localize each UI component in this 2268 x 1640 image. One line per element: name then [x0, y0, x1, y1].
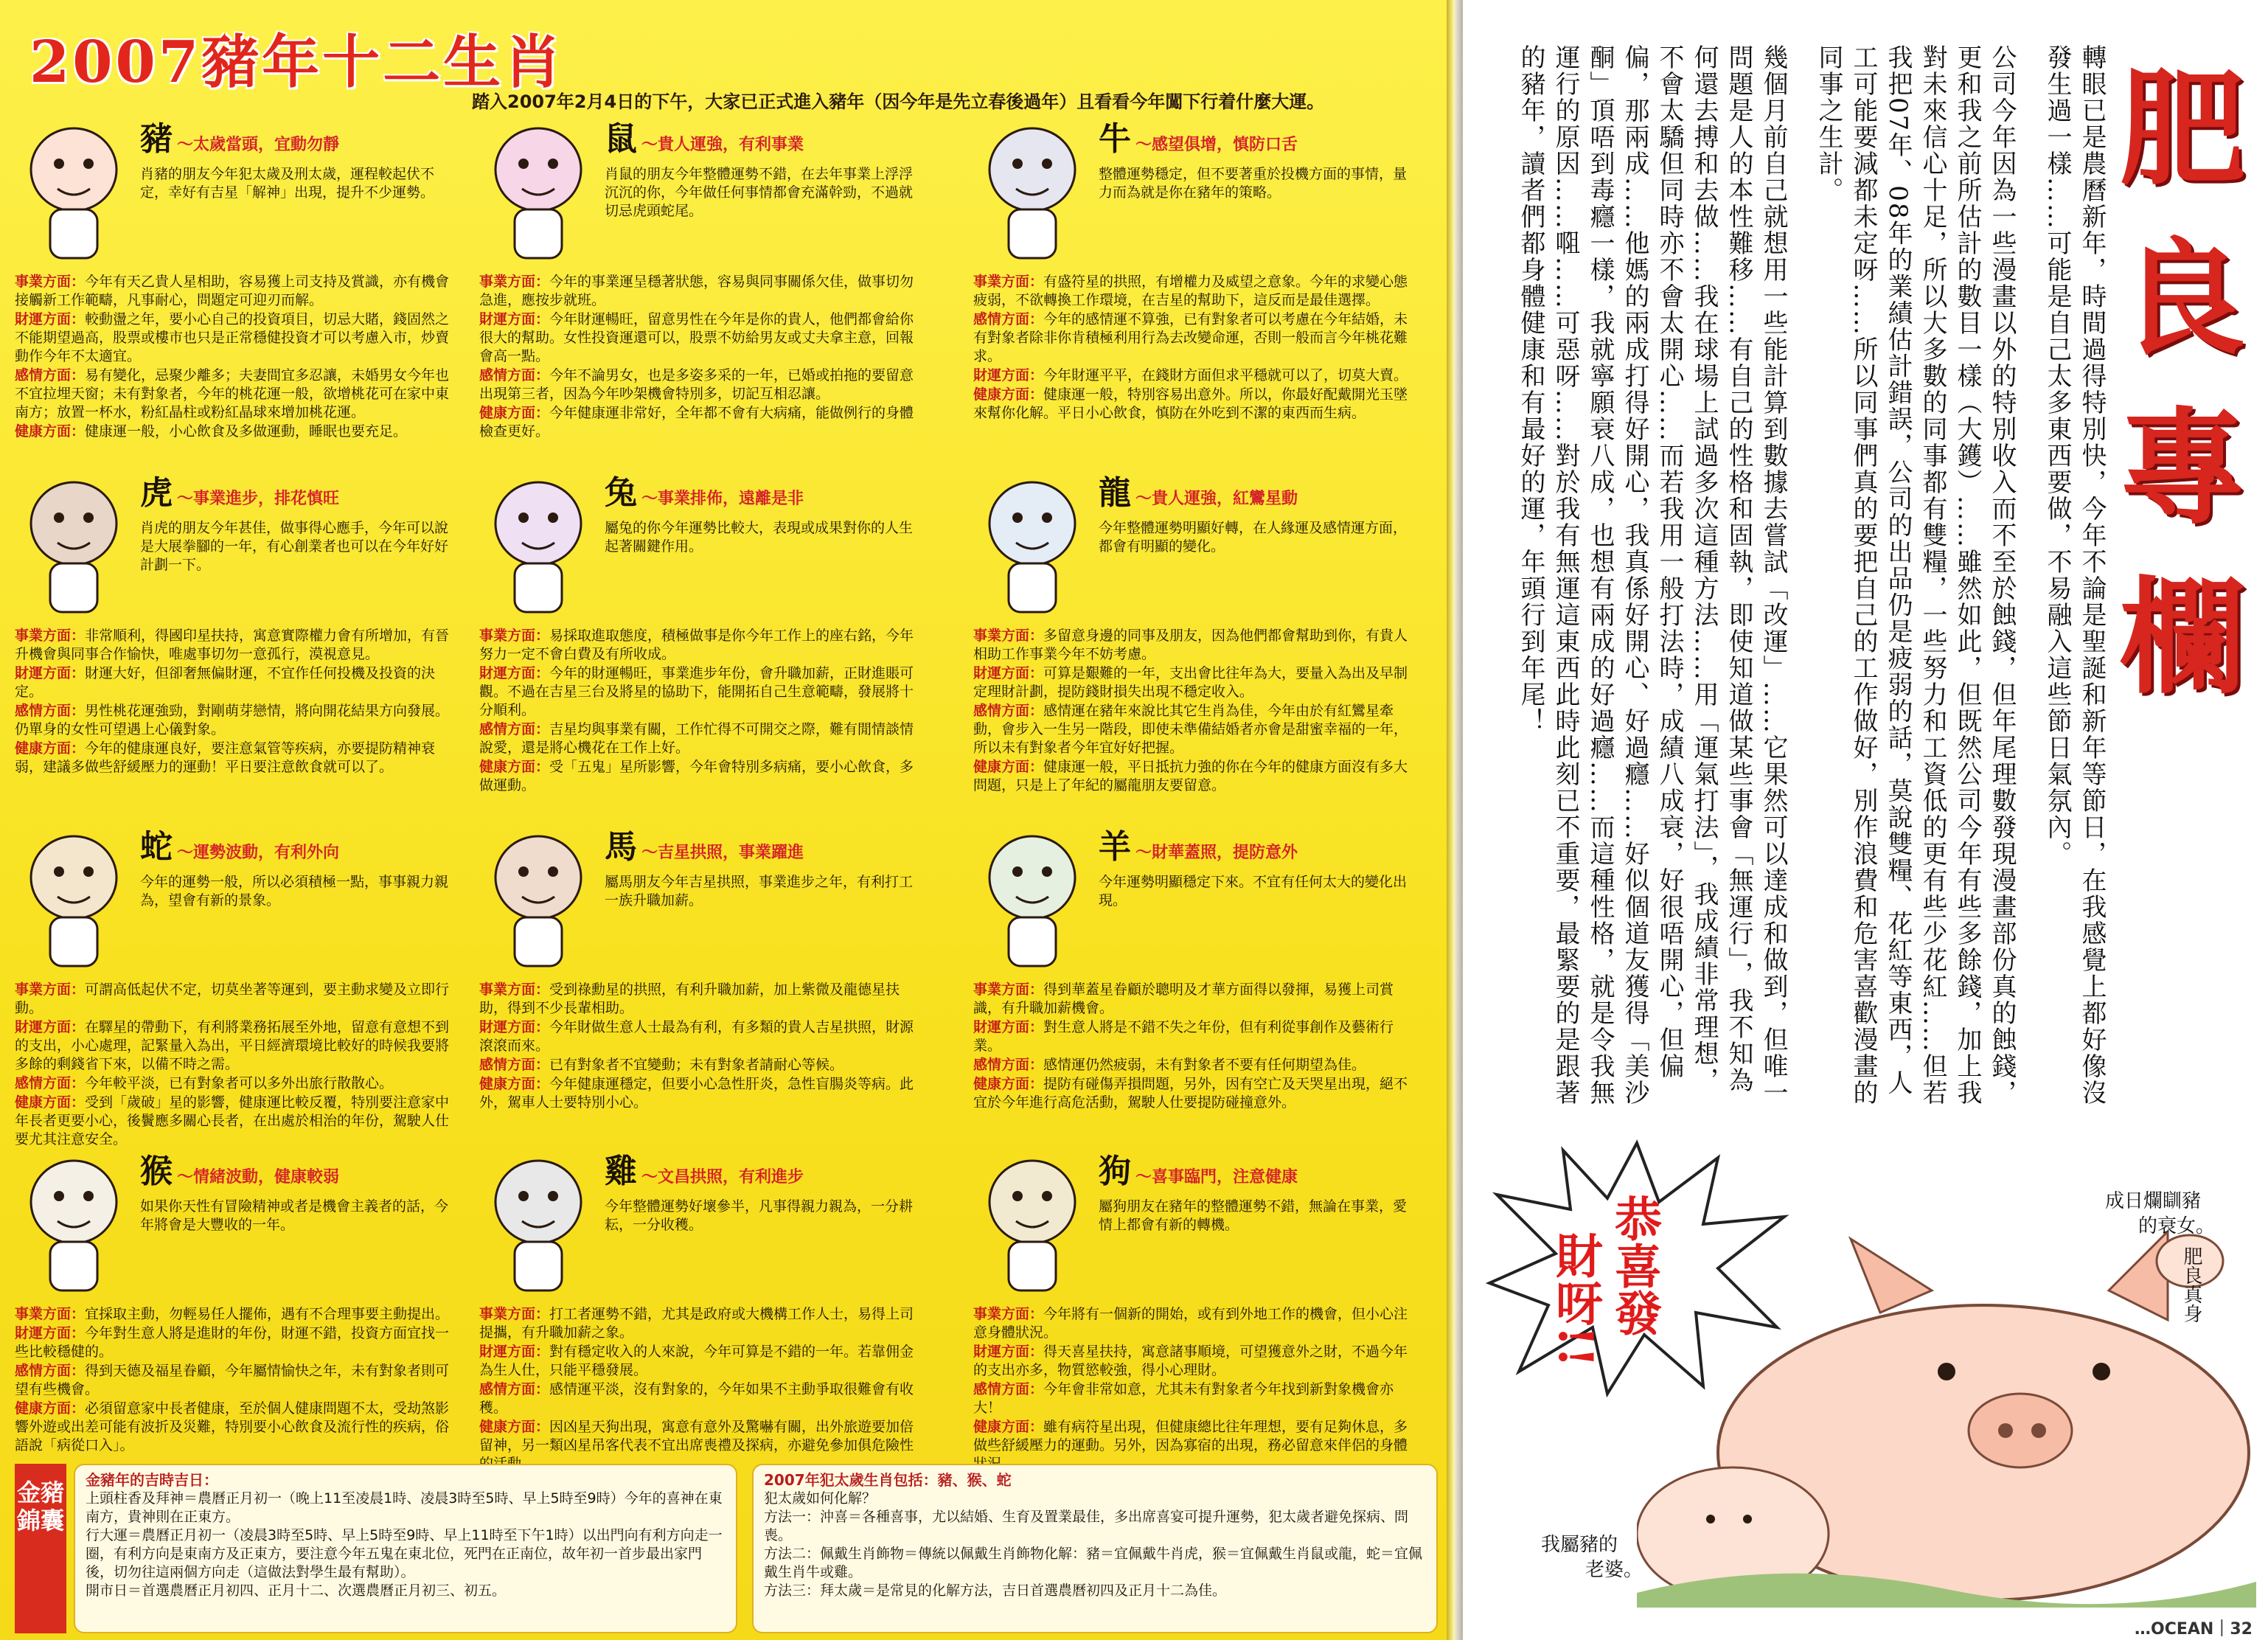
forecast-text: 今年的財運暢旺，事業進步年份，會升職加薪，正財進賬可觀。不過在吉星三台及將星的協助下，能開拓自己生意範疇，發展將十分順利。 — [479, 665, 914, 718]
zodiac-sign-block — [479, 826, 922, 1150]
forecast-label: 事業方面： — [15, 1306, 86, 1322]
forecast-row — [15, 1305, 457, 1324]
sign-summary: 屬馬朋友今年吉星拱照，事業進步之年，有利打工一族升職加薪。 — [605, 874, 914, 908]
page-subtitle: 踏入2007年2月4日的下午，大家已正式進入豬年（因今年是先立春後過年）且看看今年闖下行着什麼大運。 — [472, 91, 1325, 112]
zodiac-sign-block — [15, 1150, 457, 1475]
forecast-text: 易有變化，忌聚少離多；夫妻間宜多忍讓，未婚男女今年也不宜拉埋天窗；未有對象者，今年的桃花運一般，欲增桃花可在家中東南方；放置一杯水，粉紅晶柱或粉紅晶球來增加桃花運。 — [15, 367, 450, 420]
forecast-text: 受到「歲破」星的影響，健康運比較反覆，特別要注意家中年長者更要小心，後鬢應多關心長者，在出處於相治的年份，駕駛人仕要尤其注意安全。 — [15, 1094, 450, 1147]
forecast-label: 感情方面： — [479, 721, 550, 737]
forecast-text: 必須留意家中長者健康，至於個人健康問題不太，受劫煞影響外遊或出差可能有波折及災難，特別要小心飲食及流行性的疾病，俗語說「病從口入」。 — [15, 1400, 450, 1453]
sign-illustration — [479, 472, 597, 619]
forecast-row — [479, 627, 922, 664]
lucky-time-line: 行大運＝農曆正月初一（凌晨3時至5時、早上5時至9時、早上11時至下午1時）以出門向有利方向走一圈，有利方向是東南方及正東方，要注意今年五鬼在東北位，死門在正南位，故年初一首步最出家門後，切勿往這兩個方向走（這做法對學生最有幫助）。 — [86, 1527, 723, 1580]
zodiac-sign-block — [479, 1150, 922, 1475]
forecast-row — [15, 740, 457, 776]
forecast-row — [973, 981, 1416, 1018]
lucky-times-heading: 金豬年的吉時吉日： — [86, 1471, 218, 1489]
forecast-label: 事業方面： — [973, 1306, 1044, 1322]
column-title — [2116, 44, 2249, 1077]
forecast-label: 健康方面： — [479, 1419, 550, 1435]
forecast-text: 健康運一般，特別容易出意外。所以，你最好配戴開光玉墜來幫你化解。平日小心飲食，慎防在外吃到不潔的東西而生病。 — [973, 386, 1408, 421]
caption-daughter-a: 成日爛瞓豬 — [2105, 1190, 2202, 1212]
sign-forecast — [15, 1305, 457, 1456]
tai-sui-method: 方法二：佩戴生肖飾物＝傳統以佩戴生肖飾物化解：豬＝宜佩戴牛肖虎，猴＝宜佩戴生肖鼠或龍，蛇＝宜佩戴生肖牛或雞。 — [764, 1546, 1423, 1580]
sign-name: 蛇 — [140, 828, 173, 866]
sign-heading — [1099, 475, 1298, 513]
forecast-text: 今年會非常如意，尤其未有對象者今年找到新對象機會亦大！ — [973, 1381, 1394, 1416]
forecast-row — [973, 664, 1416, 701]
forecast-text: 今年不論男女，也是多姿多采的一年，已婚或拍拖的要留意出現第三者，因為今年吵架機會特別多，切記互相忍讓。 — [479, 367, 914, 402]
golden-pig-tips — [15, 1464, 1438, 1633]
sign-motto: ～貴人運強，紅鸞星動 — [1135, 490, 1298, 508]
sign-illustration — [973, 826, 1091, 973]
forecast-text: 財運大好，但卻奢無偏財運，不宜作任何投機及投資的決定。 — [15, 665, 436, 700]
lucky-times-box — [74, 1464, 737, 1633]
forecast-row — [15, 627, 457, 664]
forecast-label: 感情方面： — [973, 1057, 1044, 1073]
tips-tag: 金豬錦囊 — [15, 1464, 66, 1633]
forecast-label: 財運方面： — [15, 665, 86, 681]
forecast-row — [479, 1380, 922, 1417]
forecast-row — [15, 273, 457, 310]
sign-motto: ～文昌拱照，有利進步 — [641, 1168, 804, 1186]
column-title-char: 欄 — [2119, 564, 2245, 712]
sign-heading — [605, 475, 804, 513]
forecast-label: 健康方面： — [973, 386, 1044, 403]
sign-forecast — [973, 273, 1416, 423]
forecast-label: 健康方面： — [479, 405, 550, 421]
forecast-row — [15, 366, 457, 422]
sign-name: 鼠 — [605, 120, 637, 158]
forecast-text: 今年財做生意人士最為有利，有多類的貴人吉星拱照，財源滾滾而來。 — [479, 1019, 914, 1054]
forecast-row — [15, 702, 457, 739]
zodiac-sign-block — [973, 826, 1416, 1150]
forecast-text: 得到天德及福星眷顧，今年屬情愉快之年，未有對象者則可望有些機會。 — [15, 1363, 450, 1397]
forecast-label: 健康方面： — [15, 740, 86, 757]
forecast-text: 易採取進取態度，積極做事是你今年工作上的座右銘，今年努力一定不會白費及有所收成。 — [479, 628, 914, 662]
forecast-text: 宜採取主動，勿輕易任人擺佈，遇有不合理事要主動提出。 — [85, 1306, 450, 1322]
forecast-label: 感情方面： — [479, 1381, 550, 1397]
sign-illustration — [973, 1150, 1091, 1298]
forecast-row — [479, 366, 922, 403]
forecast-label: 健康方面： — [479, 1076, 550, 1092]
forecast-text: 可算是艱難的一年，支出會比往年為大，要量入為出及早制定理財計劃，提防錢財損失出現不穩定收入。 — [973, 665, 1408, 700]
forecast-text: 感情運仍然疲弱，未有對象者不要有任何期望為佳。 — [1043, 1057, 1366, 1073]
forecast-text: 今年的健康運良好，要注意氣管等疾病，亦要提防精神衰弱，建議多做些舒緩壓力的運動！平日要注意飲食就可以了。 — [15, 740, 436, 775]
forecast-row — [973, 1018, 1416, 1055]
sign-forecast — [479, 627, 922, 796]
forecast-text: 打工者運勢不錯，尤其是政府或大機構工作人士，易得上司提攜，有升職加薪之象。 — [479, 1306, 914, 1341]
forecast-label: 事業方面： — [479, 981, 550, 998]
sign-motto: ～貴人運強，有利事業 — [641, 136, 804, 154]
sign-forecast — [973, 627, 1416, 796]
forecast-label: 健康方面： — [15, 1400, 86, 1417]
forecast-row — [15, 1362, 457, 1399]
zodiac-sign-block — [973, 118, 1416, 442]
tai-sui-method: 方法三：拜太歲＝是常見的化解方法，吉日首選農曆初四及正月十二為佳。 — [764, 1582, 1227, 1599]
caption-wife-b: 老婆。 — [1585, 1559, 1643, 1581]
tai-sui-box — [752, 1464, 1438, 1633]
forecast-label: 財運方面： — [479, 311, 550, 327]
forecast-row — [15, 1324, 457, 1361]
sign-heading — [140, 475, 339, 513]
greeting-line: 財呀!! — [1548, 1231, 1603, 1368]
forecast-row — [15, 1018, 457, 1074]
forecast-text: 今年財運平平，在錢財方面但求平穩就可以了，切莫大賣。 — [1043, 367, 1408, 383]
forecast-text: 對生意人將是不錯不失之年份，但有利從事創作及藝術行業。 — [973, 1019, 1394, 1054]
sign-motto: ～太歲當頭，宜動勿靜 — [177, 136, 340, 154]
forecast-row — [973, 1343, 1416, 1380]
forecast-label: 財運方面： — [479, 665, 550, 681]
forecast-row — [479, 981, 922, 1018]
forecast-text: 吉星均與事業有關，工作忙得不可開交之際，難有閒情談情說愛，還是將心機花在工作上好。 — [479, 721, 914, 756]
forecast-text: 感情運在豬年來說比其它生肖為佳，今年由於有紅鸞星牽動，會步入一生另一階段，即使未準備結婚者亦會是甜蜜幸福的一年，所以未有對象者今年宜好好把握。 — [973, 703, 1408, 756]
sign-heading — [140, 829, 339, 867]
forecast-row — [15, 981, 457, 1018]
sign-summary: 屬狗朋友在豬年的整體運勢不錯，無論在事業，愛情上都會有新的轉機。 — [1099, 1198, 1408, 1233]
sign-name: 豬 — [140, 120, 173, 158]
tai-sui-heading: 2007年犯太歲生肖包括：豬、猴、蛇 — [764, 1471, 1012, 1489]
forecast-label: 財運方面： — [15, 1325, 86, 1341]
sign-illustration — [15, 826, 133, 973]
forecast-label: 事業方面： — [15, 628, 86, 644]
forecast-row — [15, 664, 457, 701]
forecast-label: 感情方面： — [973, 703, 1044, 719]
zodiac-sign-block — [15, 472, 457, 796]
forecast-label: 財運方面： — [973, 1344, 1044, 1360]
sign-forecast — [15, 981, 457, 1150]
sign-name: 馬 — [605, 828, 637, 866]
forecast-row — [479, 720, 922, 757]
sign-name: 羊 — [1099, 828, 1131, 866]
sign-name: 兔 — [605, 474, 637, 512]
forecast-label: 感情方面： — [15, 367, 86, 383]
caption-wife-a: 我屬豬的 — [1541, 1534, 1618, 1556]
sign-forecast — [479, 1305, 922, 1474]
lucky-times-lines — [86, 1490, 726, 1600]
forecast-text: 男性桃花運強勁，對剛萌芽戀情，將向開花結果方向發展。仍單身的女性可望遇上心儀對象。 — [15, 703, 450, 737]
sign-summary: 如果你天性有冒險精神或者是機會主義者的話，今年將會是大豐收的一年。 — [140, 1198, 449, 1233]
forecast-row — [479, 273, 922, 310]
forecast-text: 受「五鬼」星所影響，今年會特別多病痛，要小心飲食，多做運動。 — [479, 759, 914, 793]
sign-illustration — [15, 1150, 133, 1298]
forecast-text: 今年的事業運呈穩著狀態，容易與同事關係欠佳，做事切勿急進，應按步就班。 — [479, 274, 914, 308]
sign-forecast — [973, 1305, 1416, 1474]
forecast-text: 雖有病符星出現，但健康總比往年理想，要有足夠休息，多做些舒緩壓力的運動。另外，因為寡宿的出現，務必留意來伴侶的身體 — [973, 1419, 1408, 1453]
forecast-row — [973, 1380, 1416, 1417]
forecast-text: 得天喜星扶持，寓意諸事順境，可望獲意外之財，不過今年的支出亦多，物質慾較強，得小心理財。 — [973, 1344, 1408, 1378]
sign-summary: 肖豬的朋友今年犯太歲及刑太歲，運程較起伏不定，幸好有吉星「解神」出現，提升不少運勢。 — [140, 166, 435, 201]
forecast-text: 在驛星的帶動下，有利將業務拓展至外地，留意有意想不到的支出，小心處理，記緊量入為出，平日經濟環境比較好的時候我要將多餘的剩錢省下來，以備不時之需。 — [15, 1019, 450, 1072]
forecast-label: 財運方面： — [479, 1019, 550, 1035]
page-title: 2007豬年十二生肖 — [29, 29, 565, 96]
lucky-time-line: 開市日＝首選農曆正月初四、正月十二、次選農曆正月初三、初五。 — [86, 1582, 507, 1599]
forecast-text: 非常順利，得國印星扶持，寓意實際權力會有所增加，有晉升機會與同事合作愉快，唯處事切勿一意孤行，漠視意見。 — [15, 628, 450, 662]
tai-sui-method: 方法一：沖喜＝各種喜事，尤以結婚、生育及置業最佳，多出席喜宴可提升運勢，犯太歲者避免探病、問喪。 — [764, 1509, 1409, 1543]
sign-heading — [605, 829, 804, 867]
forecast-label: 感情方面： — [479, 367, 550, 383]
zodiac-sign-block — [15, 118, 457, 442]
sign-motto: ～事業進步，排花慎旺 — [177, 490, 340, 508]
forecast-text: 健康運一般，平日抵抗力強的你在今年的健康方面沒有多大問題，只是上了年紀的屬龍朋友要留意。 — [973, 759, 1408, 793]
forecast-row — [973, 627, 1416, 664]
sign-illustration — [973, 118, 1091, 265]
sign-heading — [1099, 121, 1298, 159]
forecast-row — [973, 1305, 1416, 1342]
sign-name: 龍 — [1099, 474, 1131, 512]
forecast-label: 感情方面： — [15, 703, 86, 719]
forecast-row — [15, 1074, 457, 1093]
forecast-label: 事業方面： — [15, 274, 86, 290]
forecast-label: 健康方面： — [973, 759, 1044, 775]
forecast-text: 今年財運暢旺，留意男性在今年是你的貴人，他們都會給你很大的幫助。女性投資運還可以，股票不妨給男友或丈夫拿主意，回報會高一點。 — [479, 311, 914, 364]
sign-summary: 今年整體運勢明顯好轉，在人緣運及感情運方面，都會有明顯的變化。 — [1099, 520, 1408, 555]
forecast-text: 較動盪之年，要小心自己的投資項目，切忌大賭，錢固然之不能期望過高，股票或樓市也只是正常穩健投資才可以考慮入市，炒賣動作今年不太適宜。 — [15, 311, 450, 364]
forecast-row — [479, 1075, 922, 1112]
sign-motto: ～財華蓋照，提防意外 — [1135, 844, 1298, 862]
column-body — [1467, 44, 2109, 1113]
column-paragraph: 轉眼已是農曆新年，時間過得特別快，今年不論是聖誕和新年等節日，在我感覺上都好像沒發生過一樣……可能是自己太多東西要做，不易融入這些節日氣氛內。 — [2042, 44, 2107, 1106]
pig-illustration — [1637, 1209, 2256, 1608]
caption-self: 肥良真身 — [2180, 1246, 2202, 1323]
sign-heading — [605, 121, 804, 159]
forecast-row — [479, 1018, 922, 1055]
zodiac-sign-block — [973, 472, 1416, 796]
sign-motto: ～運勢波動，有利外向 — [177, 844, 340, 862]
forecast-text: 今年健康運穩定，但要小心急性肝炎，急性盲腸炎等病。此外，駕車人士要特別小心。 — [479, 1076, 914, 1111]
forecast-row — [973, 1056, 1416, 1074]
forecast-text: 有盛符星的拱照，有增權力及威望之意象。今年的求變心態疲弱，不欲轉換工作環境，在吉星的幫助下，這反而是最佳選擇。 — [973, 274, 1408, 308]
sign-illustration — [479, 1150, 597, 1298]
forecast-row — [479, 664, 922, 720]
forecast-text: 今年對生意人將是進財的年份，財運不錯，投資方面宜找一些比較穩健的。 — [15, 1325, 450, 1360]
forecast-row — [973, 273, 1416, 310]
zodiac-sign-block — [15, 826, 457, 1150]
forecast-text: 今年較平淡，已有對象者可以多外出旅行散散心。 — [85, 1075, 394, 1091]
forecast-text: 提防有碰傷弄損問題，另外，因有空亡及天哭星出現，絕不宜於今年進行高危活動，駕駛人仕要提防碰撞意外。 — [973, 1076, 1408, 1111]
sign-summary: 肖鼠的朋友今年整體運勢不錯，在去年事業上浮浮沉沉的你，今年做任何事情都會充滿幹勁，不過就切忌虎頭蛇尾。 — [605, 166, 914, 219]
sign-summary: 今年運勢明顯穩定下來。不宜有任何太大的變化出現。 — [1099, 874, 1408, 908]
column-paragraph: 公司今年因為一些漫畫以外的特別收入而不至於蝕錢，但年尾理數發現漫畫部份真的蝕錢，更和我之前所估計的數目一樣（大鑊）……雖然如此，但既然公司今年有些多餘錢，加上我對未來信心十足，所以大多數的同事都有雙糧，一些努力和工資低的更有些少花紅……但若我把07年、08年的業績估計錯誤，公司的出品仍是疲弱的話，莫說雙糧、花紅等東西，人工可能要減都未定呀……所以同事們真的要把自己的工作做好，別作浪費和危害喜歡漫畫的同事之生計。 — [1814, 44, 2017, 1106]
sign-summary: 整體運勢穩定，但不要著重於投機方面的事情，量力而為就是你在豬年的策略。 — [1099, 166, 1408, 201]
forecast-label: 健康方面： — [973, 1419, 1044, 1435]
greeting-line: 恭喜發 — [1607, 1195, 1662, 1336]
sign-illustration — [15, 118, 133, 265]
zodiac-sign-block — [479, 472, 922, 796]
forecast-label: 財運方面： — [973, 367, 1044, 383]
forecast-label: 財運方面： — [479, 1344, 550, 1360]
forecast-row — [973, 1075, 1416, 1112]
forecast-row — [15, 1094, 457, 1149]
forecast-label: 事業方面： — [973, 274, 1044, 290]
sign-illustration — [479, 118, 597, 265]
sign-heading — [140, 121, 339, 159]
sign-motto: ～吉星拱照，事業躍進 — [641, 844, 804, 862]
forecast-text: 今年健康運非常好，全年都不會有大病痛，能做例行的身體檢查更好。 — [479, 405, 914, 439]
forecast-text: 健康運一般，小心飲食及多做運動，睡眠也要充足。 — [85, 423, 408, 439]
forecast-label: 健康方面： — [15, 1094, 86, 1111]
sign-illustration — [479, 826, 597, 973]
sign-name: 虎 — [140, 474, 173, 512]
sign-summary: 屬兔的你今年運勢比較大，表現或成果對你的人生起著關鍵作用。 — [605, 520, 914, 555]
forecast-label: 感情方面： — [479, 1057, 550, 1073]
forecast-label: 財運方面： — [15, 1019, 86, 1035]
column-title-char: 肥 — [2119, 55, 2245, 203]
forecast-label: 財運方面： — [15, 311, 86, 327]
forecast-label: 事業方面： — [15, 981, 86, 998]
forecast-text: 多留意身邊的同事及朋友，因為他們都會幫助到你，有貴人相助工作事業今年不妨考慮。 — [973, 628, 1408, 662]
forecast-row — [973, 310, 1416, 366]
forecast-row — [479, 1056, 922, 1074]
forecast-row — [973, 758, 1416, 795]
forecast-text: 今年有天乙貴人星相助，容易獲上司支持及賞識，亦有機會接觸新工作範疇，凡事耐心，問題定可迎刃而解。 — [15, 274, 450, 308]
forecast-row — [479, 1305, 922, 1342]
page-spine — [1447, 0, 1463, 1640]
column-title-char: 專 — [2119, 395, 2245, 542]
forecast-row — [973, 386, 1416, 423]
sign-heading — [1099, 829, 1298, 867]
lucky-time-line: 上頭柱香及拜神＝農曆正月初一（晚上11至凌晨1時、凌晨3時至5時、早上5時至9時）今年的喜神在東南方，貴神則在正東方。 — [86, 1490, 723, 1525]
forecast-label: 事業方面： — [479, 274, 550, 290]
forecast-text: 已有對象者不宜變動；未有對象者請耐心等候。 — [549, 1057, 844, 1073]
page-footer: …OCEAN｜32 — [2135, 1620, 2253, 1639]
sign-illustration — [15, 472, 133, 619]
forecast-label: 事業方面： — [479, 628, 550, 644]
forecast-row — [479, 758, 922, 795]
sign-summary: 肖虎的朋友今年甚佳，做事得心應手，今年可以說是大展拳腳的一年，有心創業者也可以在今年好好計劃一下。 — [140, 520, 449, 573]
forecast-row — [973, 702, 1416, 757]
forecast-label: 健康方面： — [15, 423, 86, 439]
forecast-text: 因凶星天狗出現，寓意有意外及驚嚇有關，出外旅遊要加倍留神，另一類凶星吊客代表不宜出席喪禮及探病，亦避免參加俱危險性 — [479, 1419, 914, 1453]
forecast-label: 事業方面： — [479, 1306, 550, 1322]
forecast-row — [479, 404, 922, 441]
sign-summary: 今年整體運勢好壞參半，凡事得親力親為，一分耕耘，一分收穫。 — [605, 1198, 914, 1233]
forecast-text: 可謂高低起伏不定，切莫坐著等運到，要主動求變及立即行動。 — [15, 981, 450, 1016]
sign-heading — [140, 1153, 339, 1192]
sign-forecast — [15, 627, 457, 777]
forecast-row — [479, 310, 922, 366]
forecast-label: 健康方面： — [479, 759, 550, 775]
forecast-text: 感情運平淡，沒有對象的，今年如果不主動爭取很難會有收穫。 — [479, 1381, 914, 1416]
sign-forecast — [973, 981, 1416, 1113]
forecast-text: 今年將有一個新的開始，或有到外地工作的機會，但小心注意身體狀況。 — [973, 1306, 1408, 1341]
sign-motto: ～喜事臨門，注意健康 — [1135, 1168, 1298, 1186]
sign-heading — [1099, 1153, 1298, 1192]
forecast-label: 感情方面： — [973, 1381, 1044, 1397]
column-title-char: 良 — [2119, 225, 2245, 372]
forecast-row — [15, 1400, 457, 1455]
zodiac-sign-block — [479, 118, 922, 442]
column-paragraph: 幾個月前自己就想用一些能計算到數據去嘗試「改運」……它果然可以達成和做到，但唯一問題是人的本性難移……有自己的性格和固執，即使知道做某些事會「無運行」，我不知為何還去搏和去做……我在球場上試過多次這種方法……用「運氣打法」，我成績非常理想，不會太驕但同時亦不會太開心……而若我用一般打法時，成績八成衰，好很唔開心，但偏偏，那兩成……他媽的兩成打得好開心，我真係好開心、好過癮……好似個道友獲得「美沙酮」頂唔到毒癮一樣，我就寧願衰八成，也想有兩成的好過癮……而這種性格，就是令我無運行的原因……唨……可惡呀……對於我有無運這東西此時此刻已不重要，最緊要的是跟著的豬年，讀者們都身體健康和有最好的運，年頭行到年尾！ — [1516, 44, 1788, 1106]
sign-name: 猴 — [140, 1153, 173, 1190]
forecast-label: 事業方面： — [973, 628, 1044, 644]
sign-name: 狗 — [1099, 1153, 1131, 1190]
sign-summary: 今年的運勢一般，所以必須積極一點，事事親力親為，望會有新的景象。 — [140, 874, 449, 908]
forecast-text: 得到華蓋星眷顧於聰明及才華方面得以發揮，易獲上司賞識，有升職加薪機會。 — [973, 981, 1394, 1016]
sign-illustration — [973, 472, 1091, 619]
sign-name: 雞 — [605, 1153, 637, 1190]
sign-forecast — [479, 273, 922, 442]
forecast-label: 感情方面： — [15, 1075, 86, 1091]
sign-forecast — [15, 273, 457, 442]
forecast-label: 感情方面： — [15, 1363, 86, 1379]
forecast-row — [15, 423, 457, 441]
forecast-label: 健康方面： — [973, 1076, 1044, 1092]
forecast-label: 感情方面： — [973, 311, 1044, 327]
tai-sui-lines — [764, 1508, 1426, 1600]
sign-motto: ～事業排佈，遠離是非 — [641, 490, 804, 508]
sign-motto: ～情緒波動，健康較弱 — [177, 1168, 340, 1186]
forecast-label: 事業方面： — [973, 981, 1044, 998]
caption-daughter-b: 的衰女。 — [2138, 1215, 2216, 1237]
sign-name: 牛 — [1099, 120, 1131, 158]
forecast-text: 對有穩定收入的人來說，今年可算是不錯的一年。若靠佣金為生人仕，只能平穩發展。 — [479, 1344, 914, 1378]
forecast-text: 今年的感情運不算強，已有對象者可以考慮在今年結婚，未有對象者除非你肯積極利用行為去改變命運，否則一般而言今年桃花難求。 — [973, 311, 1408, 364]
forecast-row — [479, 1343, 922, 1380]
forecast-row — [973, 366, 1416, 385]
sign-motto: ～感望俱增，慎防口舌 — [1135, 136, 1298, 154]
tai-sui-question: 犯太歲如何化解？ — [764, 1490, 877, 1507]
forecast-text: 受到祿勳星的拱照，有利升職加薪，加上紫微及龍德星扶助，得到不少長輩相助。 — [479, 981, 900, 1016]
forecast-label: 財運方面： — [973, 1019, 1044, 1035]
forecast-row — [15, 310, 457, 366]
sign-forecast — [479, 981, 922, 1113]
sign-heading — [605, 1153, 804, 1192]
forecast-label: 財運方面： — [973, 665, 1044, 681]
zodiac-sign-block — [973, 1150, 1416, 1475]
